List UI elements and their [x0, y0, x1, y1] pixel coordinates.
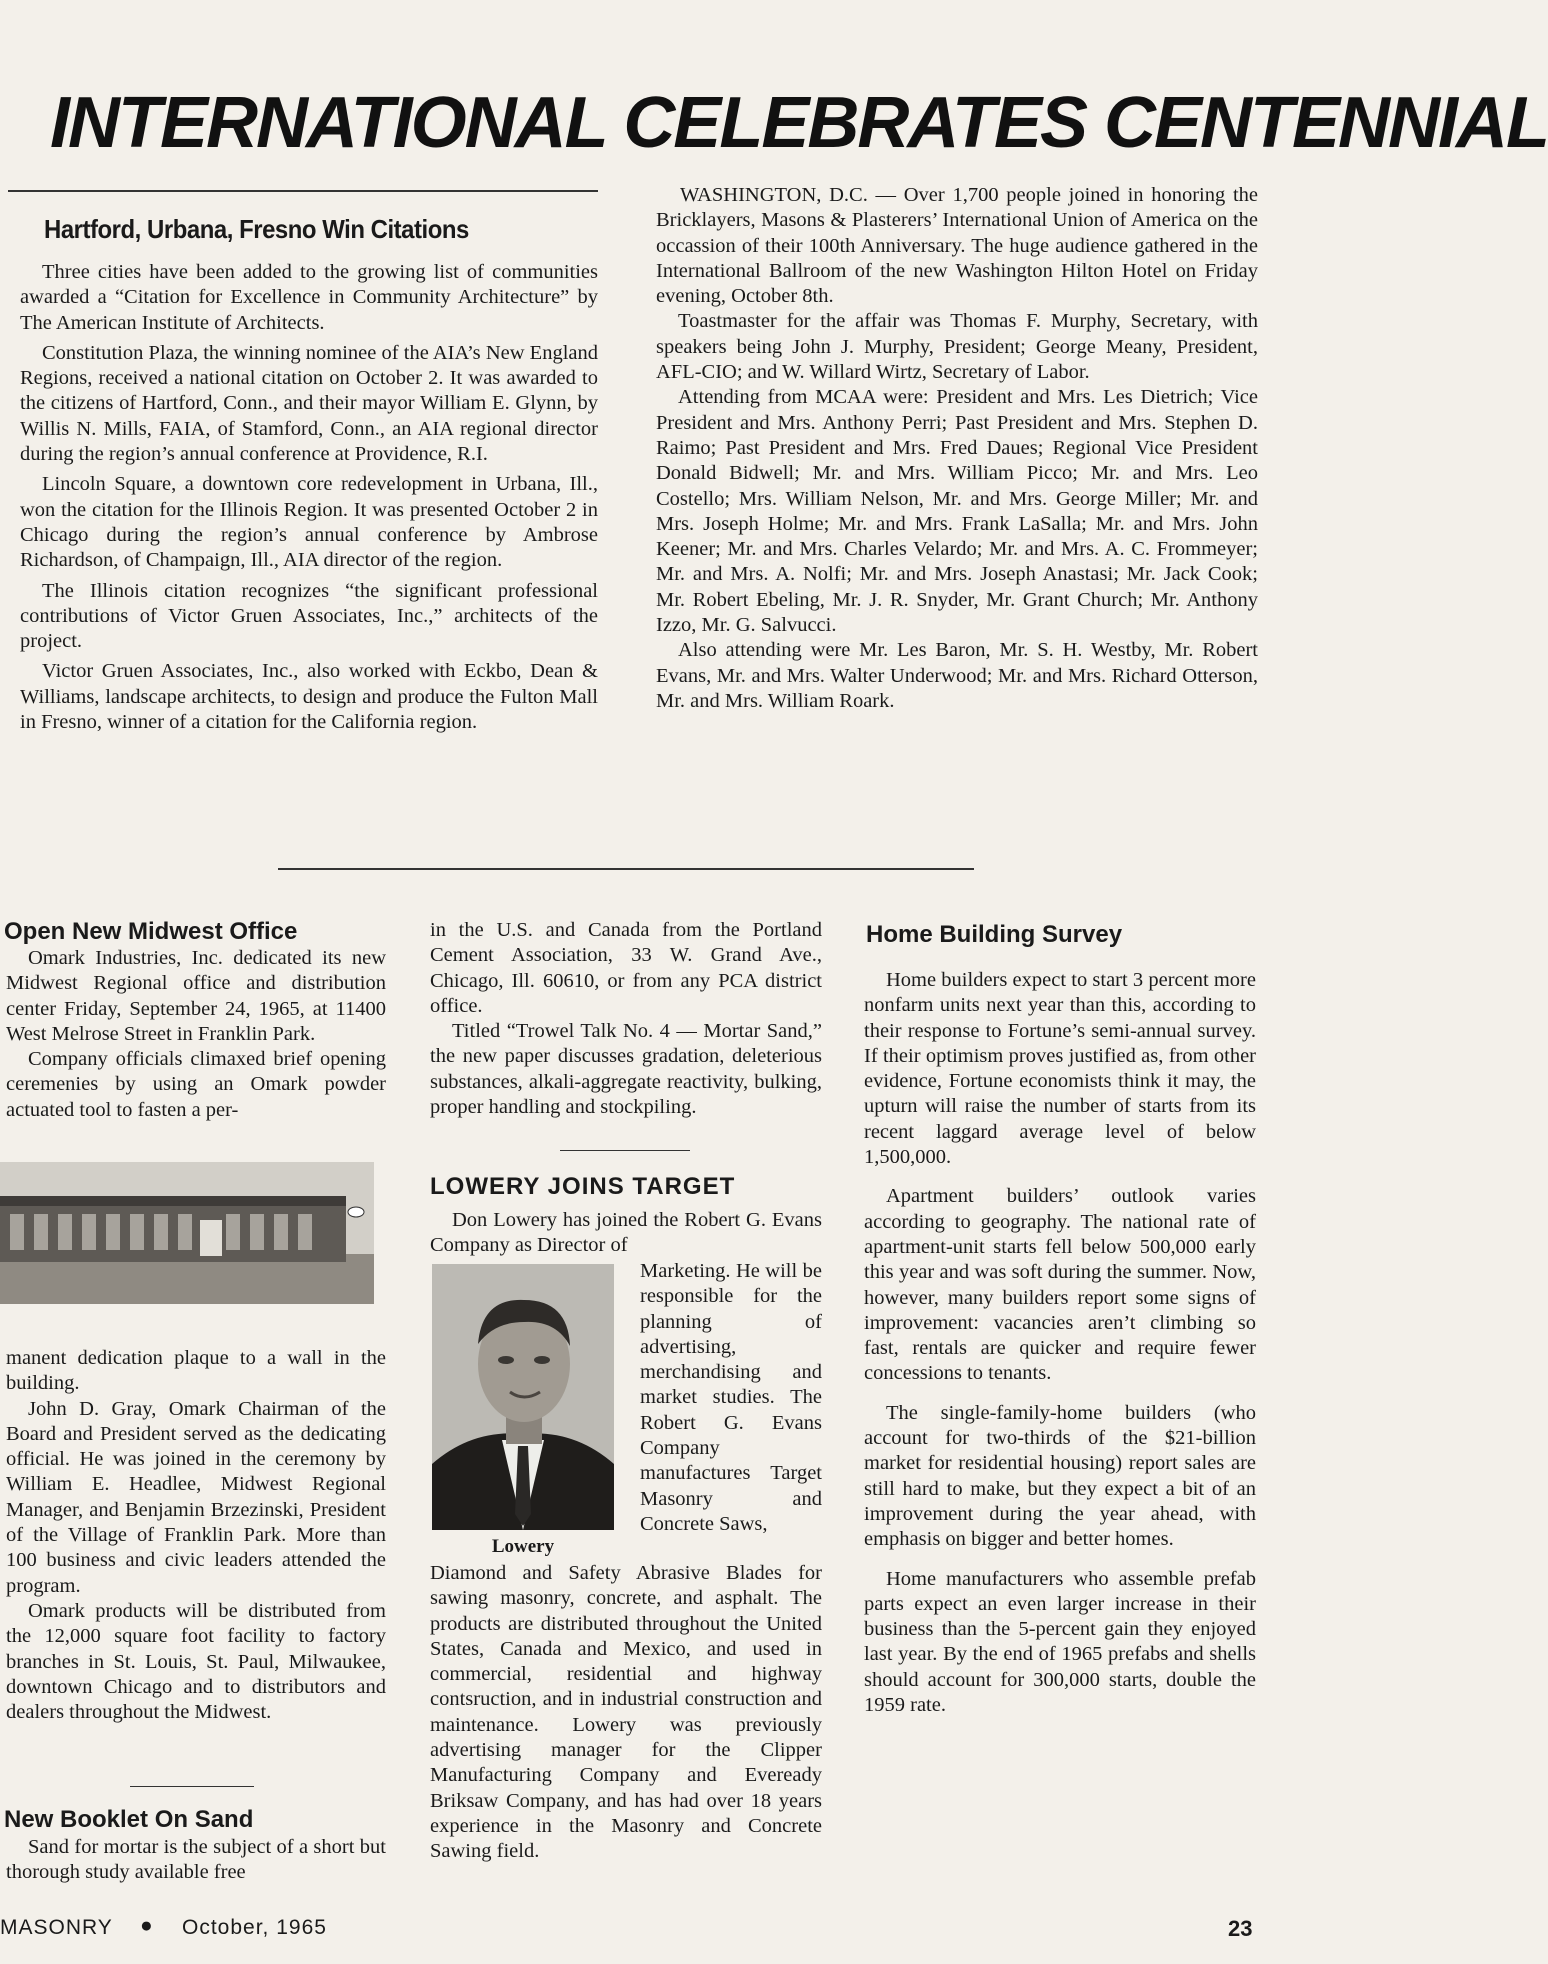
lowery-rest — [430, 1561, 822, 1865]
paragraph: Toastmaster for the affair was Thomas F. Murphy, Secretary, with speakers being John J. Murphy, President; George Meany, President, AFL-CIO; and W. Willard Wirtz, Secretary of Labor. — [656, 310, 1258, 384]
paragraph: Attending from MCAA were: President and Mrs. Les Dietrich; Vice President and Mrs. Anthony Perri; Past President and Mrs. Stephen D. Raimo; Past President and Mrs. Fred Daues; Regional Vice President Donald Bidwell; Mr. and Mrs. William Picco; Mr. and Mrs. Leo Costello; Mrs. William Nelson, Mr. and Mrs. George Miller; Mr. and Mrs. Joseph Holme; Mr. and Mrs. Frank LaSalla; Mr. and Mrs. John Keener; Mr. and Mrs. Charles Velardo; Mr. and Mrs. A. C. Frommeyer; Mr. and Mrs. A. Nolfi; Mr. and Mrs. Joseph Anastasi; Mr. Jack Cook; Mr. Robert Ebeling, Mr. J. R. Snyder, Mr. Grant Church; Mr. Anthony Izzo, Mr. G. Salvucci. — [656, 386, 1258, 637]
paragraph: manent dedication plaque to a wall in the building. — [6, 1347, 386, 1395]
citations-article — [20, 260, 598, 735]
footer-bullet: ● — [140, 1914, 154, 1937]
midwest-title: Open New Midwest Office — [4, 918, 298, 945]
photo-caption: Lowery — [491, 1536, 555, 1557]
paragraph: Victor Gruen Associates, Inc., also worked with Eckbo, Dean & Williams, landscape architects, to design and produce the Fulton Mall in Fresno, winner of a citation for the California region. — [20, 660, 598, 734]
paragraph: Diamond and Safety Abrasive Blades for sawing masonry, concrete, and asphalt. The products are distributed throughout the United States, Canada and Mexico, and used in commercial, residential and highway contsruction, and in industrial construction and maintenance. Lowery was previously advertising manager for the Clipper Manufacturing Company and Eveready Briksaw Company, and has had over 18 years experience in the Masonry and Concrete Sawing field. — [430, 1562, 822, 1863]
lowery-title: LOWERY JOINS TARGET — [430, 1173, 736, 1200]
booklet-continued — [430, 918, 822, 1120]
page-headline: INTERNATIONAL CELEBRATES CENTENNIAL — [50, 83, 1548, 163]
divider — [130, 1786, 254, 1787]
divider — [8, 190, 598, 192]
paragraph: Also attending were Mr. Les Baron, Mr. S. H. Westby, Mr. Robert Evans, Mr. and Mrs. Walter Underwood; Mr. and Mrs. Richard Otterson, Mr. and Mrs. William Roark. — [656, 639, 1258, 712]
paragraph: Omark Industries, Inc. dedicated its new Midwest Regional office and distribution center Friday, September 24, 1965, at 11400 West Melrose Street in Franklin Park. — [6, 947, 386, 1045]
divider — [560, 1150, 690, 1151]
paragraph: Titled “Trowel Talk No. 4 — Mortar Sand,” the new paper discusses gradation, deleterious substances, alkali-aggregate reactivity, bulking, proper handling and stockpiling. — [430, 1020, 822, 1119]
paragraph: Omark products will be distributed from the 12,000 square foot facility to factory branches in St. Louis, St. Paul, Milwaukee, downtown Chicago and to distributors and dealers throughout the Midwest. — [6, 1599, 386, 1724]
paragraph: Don Lowery has joined the Robert G. Evans Company as Director of — [430, 1209, 822, 1257]
paragraph: Marketing. He will be responsible for the planning of advertising, merchandising and market studies. The Robert G. Evans Company manufactures Target Masonry and Concrete Saws, — [640, 1260, 822, 1535]
survey-title: Home Building Survey — [866, 921, 1123, 948]
paragraph: Constitution Plaza, the winning nominee of the AIA’s New England Regions, received a national citation on October 2. It was awarded to the citizens of Hartford, Conn., and their mayor William E. Glynn, by Willis N. Mills, FAIA, of Stamford, Conn., an AIA regional director during the region’s annual conference at Providence, R.I. — [20, 341, 598, 466]
booklet-title: New Booklet On Sand — [4, 1806, 254, 1833]
lowery-photo — [432, 1264, 614, 1530]
paragraph: in the U.S. and Canada from the Portland Cement Association, 33 W. Grand Ave., Chicago, Ill. 60610, or from any PCA district office. — [430, 919, 822, 1017]
footer-magazine: MASONRY — [0, 1916, 113, 1939]
lowery-intro — [430, 1208, 822, 1259]
lowery-beside-photo — [640, 1259, 822, 1537]
page-number: 23 — [1228, 1916, 1253, 1941]
paragraph: The Illinois citation recognizes “the significant professional contributions of Victor Gruen Associates, Inc.,” architects of the project. — [20, 579, 598, 653]
section-divider — [278, 868, 974, 870]
centennial-article — [656, 183, 1258, 714]
footer-date: October, 1965 — [182, 1916, 327, 1939]
portrait-illustration — [432, 1264, 614, 1530]
paragraph: The single-family-home builders (who account for two-thirds of the $21-billion market for residential housing) report sales are still hard to make, but they expect a bit of an improvement during the year ahead, with emphasis on bigger and better homes. — [864, 1401, 1256, 1551]
paragraph: John D. Gray, Omark Chairman of the Board and President served as the dedicating official. He was joined in the ceremony by William E. Headlee, Midwest Regional Manager, and Benjamin Brzezinski, President of the Village of Franklin Park. More than 100 business and civic leaders attended the program. — [6, 1397, 386, 1597]
building-illustration — [0, 1162, 374, 1304]
midwest-article-top — [6, 946, 386, 1123]
citations-title: Hartford, Urbana, Fresno Win Citations — [44, 214, 469, 244]
paragraph: Three cities have been added to the growing list of communities awarded a “Citation for Excellence in Community Architecture” by The American Institute of Architects. — [20, 261, 598, 334]
paragraph: Home builders expect to start 3 percent more nonfarm units next year than this, according to their response to Fortune’s semi-annual survey. If their optimism proves justified as, from other evidence, Fortune economists think it may, the upturn will raise the number of starts from its recent laggard average level of below 1,500,000. — [864, 969, 1256, 1169]
midwest-article-bottom — [6, 1346, 386, 1725]
paragraph: Lincoln Square, a downtown core redevelopment in Urbana, Ill., won the citation for the Illinois Region. It was presented October 2 in Chicago during the region’s annual conference by Ambrose Richardson, of Champaign, Ill., AIA director of the region. — [20, 473, 598, 572]
building-photo — [0, 1162, 374, 1304]
paragraph: Sand for mortar is the subject of a short but thorough study available free — [6, 1836, 386, 1884]
paragraph: Home manufacturers who assemble prefab parts expect an even larger increase in their business than the 5-percent gain they enjoyed last year. By the end of 1965 prefabs and shells should account for 300,000 starts, double the 1959 rate. — [864, 1567, 1256, 1717]
paragraph: WASHINGTON, D.C. — Over 1,700 people joined in honoring the Bricklayers, Masons & Plasterers’ International Union of America on the occassion of their 100th Anniversary. The huge audience gathered in the International Ballroom of the new Washington Hilton Hotel on Friday evening, October 8th. — [656, 184, 1258, 308]
paragraph: Company officials climaxed brief opening ceremenies by using an Omark powder actuated tool to fasten a per- — [6, 1048, 386, 1121]
survey-article — [864, 968, 1256, 1718]
paragraph: Apartment builders’ outlook varies according to geography. The national rate of apartment-unit starts fell below 500,000 early this year and was soft during the summer. Now, however, many builders report some signs of improvement: vacancies aren’t climbing so fast, rentals are quicker and require fewer concessions to tenants. — [864, 1185, 1256, 1385]
booklet-article — [6, 1835, 386, 1886]
